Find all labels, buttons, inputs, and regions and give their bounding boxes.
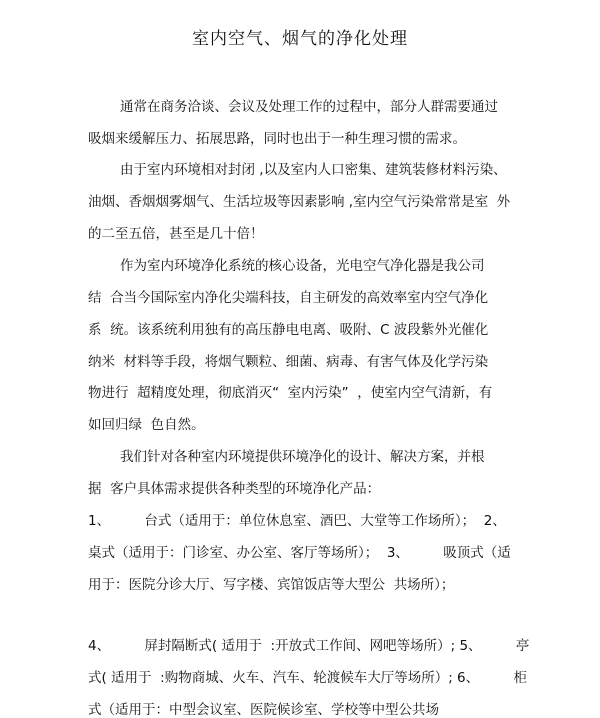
paragraph-line: 结 合当今国际室内净化尖端科技，自主研发的高效率室内空气净化 [88, 290, 489, 306]
list-line: 用于：医院分诊大厅、写字楼、宾馆饭店等大型公 共场所）； [88, 577, 455, 593]
paragraph-line: 据 客户具体需求提供各种类型的环境净化产品： [88, 481, 381, 497]
paragraph-line: 通常在商务洽谈、会议及处理工作的过程中，部分人群需要通过 [120, 99, 498, 115]
paragraph-line: 纳米 材料等手段，将烟气颗粒、细菌、病毒、有害气体及化学污染 [88, 354, 489, 370]
list-line: 桌式（适用于：门诊室、办公室、客厅等场所）； 3、 吸顶式（适 [88, 545, 511, 561]
list-line: 式( 适用于 :购物商城、火车、汽车、轮渡候车大厅等场所）; 6、 柜 [88, 670, 527, 686]
paragraph-line: 作为室内环境净化系统的核心设备，光电空气净化器是我公司 [120, 258, 485, 274]
paragraph-line: 的二至五倍，甚至是几十倍！ [88, 226, 264, 242]
paragraph-line: 油烟、香烟烟雾烟气、生活垃圾等因素影响 ,室内空气污染常常是室 外 [88, 194, 511, 210]
paragraph-line: 吸烟来缓解压力、拓展思路，同时也出于一种生理习惯的需求。 [88, 131, 466, 147]
document-title: 室内空气、烟气的净化处理 [192, 29, 408, 49]
paragraph-line: 我们针对各种室内环境提供环境净化的设计、解决方案，并根 [120, 449, 485, 465]
list-line: 式（适用于：中型会议室、医院候诊室、学校等中型公共场 [88, 702, 439, 718]
paragraph-line: 如回归绿 色自然。 [88, 417, 205, 433]
list-line: 1、 台式（适用于：单位休息室、酒巴、大堂等工作场所）； 2、 [88, 513, 506, 529]
list-line: 4、 屏封隔断式( 适用于 :开放式工作间、网吧等场所）; 5、 亭 [88, 638, 530, 654]
paragraph-line: 系 统。该系统利用独有的高压静电电离、吸附、C 波段紫外光催化 [88, 322, 489, 338]
paragraph-line: 物进行 超精度处理，彻底消灭“ 室内污染” ，使室内空气清新，有 [88, 385, 493, 401]
paragraph-line: 由于室内环境相对封闭 ,以及室内人口密集、建筑装修材料污染、 [120, 162, 507, 178]
